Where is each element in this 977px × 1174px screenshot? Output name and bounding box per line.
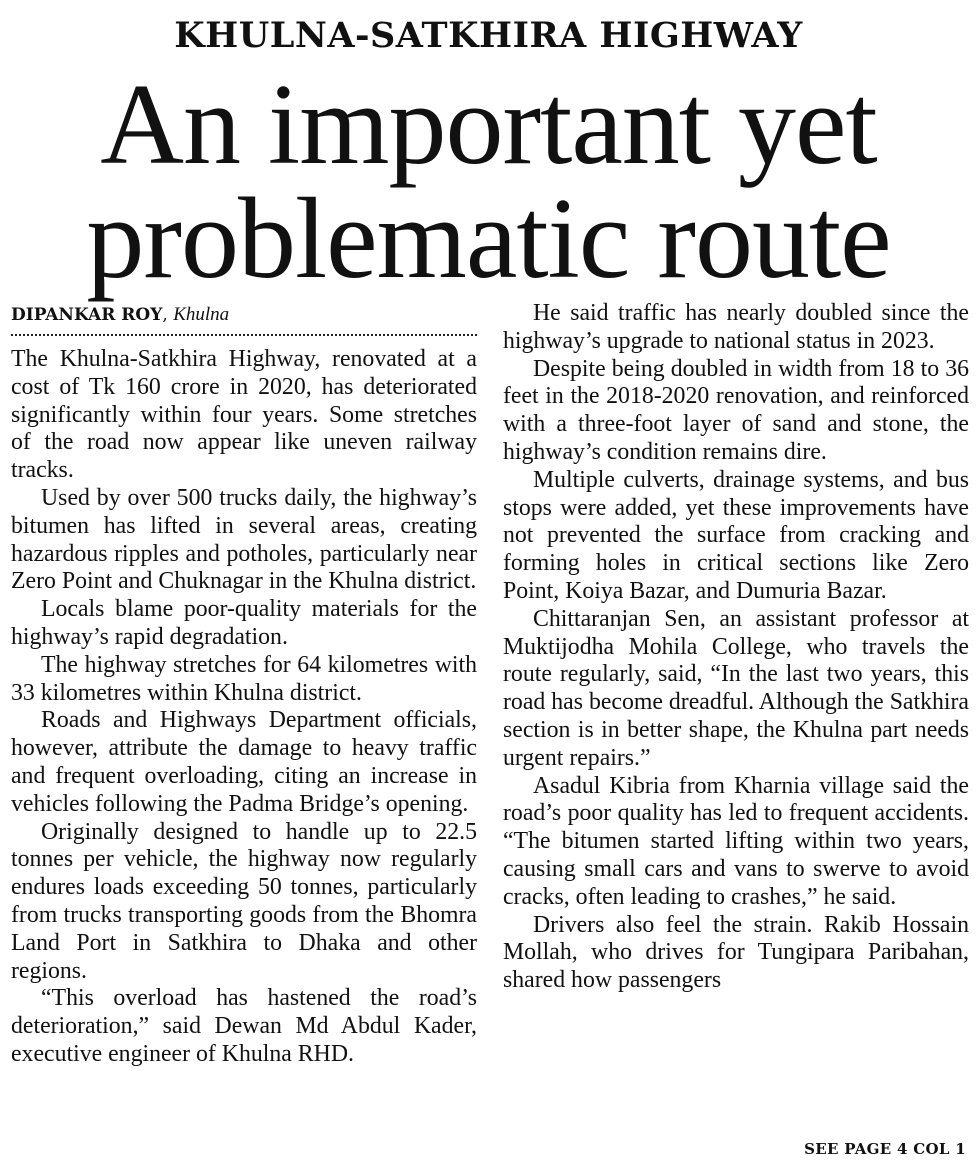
paragraph: The highway stretches for 64 kilometres with 33 kilometres within Khulna district.	[11, 651, 477, 706]
byline-separator: ,	[162, 305, 168, 325]
paragraph: The Khulna-Satkhira Highway, renovated at a cost of Tk 160 crore in 2020, has deteriorated significantly within four years. Some stretches of the road now appear like uneven railway tracks.	[11, 346, 477, 484]
paragraph: Originally designed to handle up to 22.5 tonnes per vehicle, the highway now regularly endures loads exceeding 50 tonnes, particularly from trucks transporting goods from the Bhomra Land Port in Satkhira to Dhaka and other regions.	[11, 818, 477, 984]
paragraph: Locals blame poor-quality materials for the highway’s rapid degradation.	[11, 596, 477, 650]
byline	[11, 298, 477, 332]
paragraph: “This overload has hastened the road’s deterioration,” said Dewan Md Abdul Kader, executive engineer of Khulna RHD.	[11, 985, 477, 1067]
headline-line-1: An important yet	[100, 61, 877, 189]
byline-author: DIPANKAR ROY	[11, 305, 163, 325]
headline-line-2: problematic route	[86, 175, 891, 303]
right-column	[503, 300, 969, 995]
continuation-line: SEE PAGE 4 COL 1	[804, 1140, 966, 1158]
paragraph: Multiple culverts, drainage systems, and bus stops were added, yet these improvements have not prevented the surface from cracking and forming holes in critical sections like Zero Point, Koiya Bazar, and Dumuria Bazar.	[503, 466, 969, 604]
left-column	[11, 298, 477, 1069]
paragraph: Asadul Kibria from Kharnia village said the road’s poor quality has led to frequent accidents. “The bitumen started lifting within two years, causing small cars and vans to swerve to avoid cracks, often leading to crashes,” he said.	[503, 772, 969, 910]
paragraph: Used by over 500 trucks daily, the highway’s bitumen has lifted in several areas, creating hazardous ripples and potholes, particularly near Zero Point and Chuknagar in the Khulna district.	[11, 484, 477, 595]
headline	[0, 61, 977, 303]
byline-location: Khulna	[173, 304, 230, 325]
byline-divider	[11, 334, 477, 336]
paragraph: Drivers also feel the strain. Rakib Hossain Mollah, who drives for Tungipara Paribahan, shared how passengers	[503, 911, 969, 994]
paragraph: Chittaranjan Sen, an assistant professor at Muktijodha Mohila College, who travels the route regularly, said, “In the last two years, this road has become dreadful. Although the Satkhira section is in better shape, the Khulna part needs urgent repairs.”	[503, 605, 969, 771]
paragraph: Despite being doubled in width from 18 to 36 feet in the 2018-2020 renovation, and reinforced with a three-foot layer of sand and stone, the highway’s condition remains dire.	[503, 355, 969, 465]
paragraph: Roads and Highways Department officials, however, attribute the damage to heavy traffic and frequent overloading, citing an increase in vehicles following the Padma Bridge’s opening.	[11, 707, 477, 817]
paragraph: He said traffic has nearly doubled since the highway’s upgrade to national status in 2023.	[503, 300, 969, 354]
kicker: KHULNA-SATKHIRA HIGHWAY	[174, 15, 803, 56]
